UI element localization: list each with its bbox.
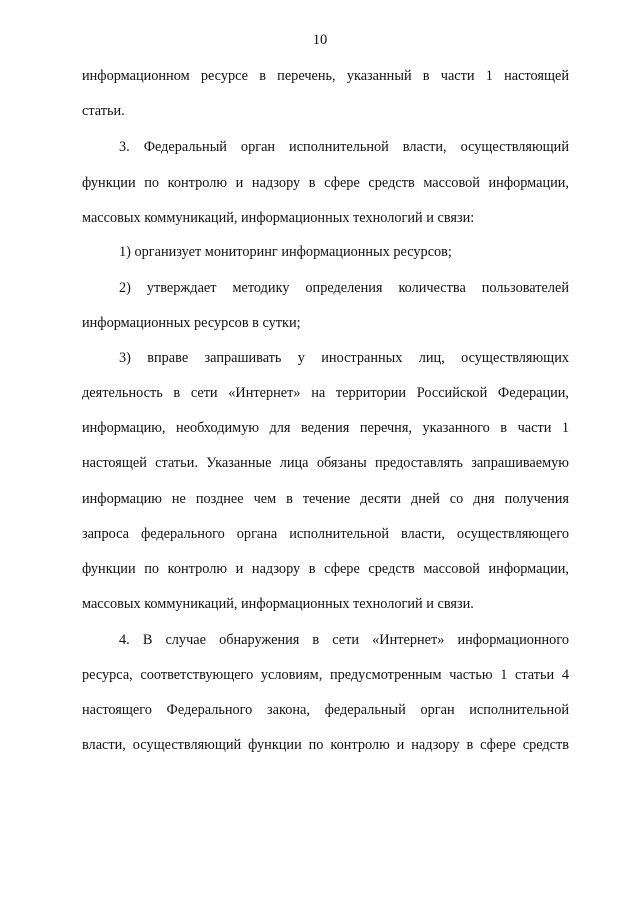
paragraph-3-start: 3. Федеральный орган исполнительной власти, осуществляющий (119, 139, 569, 155)
text-line: деятельность в сети «Интернет» на территории Российской Федерации, (82, 385, 569, 401)
text-line: власти, осуществляющий функции по контролю и надзору в сфере средств (82, 737, 569, 753)
text-line: информационном ресурсе в перечень, указанный в части 1 настоящей (82, 68, 569, 84)
text-line: массовых коммуникаций, информационных технологий и связи: (82, 210, 475, 226)
text-line: настоящей статьи. Указанные лица обязаны предоставлять запрашиваемую (82, 455, 569, 471)
text-line: настоящего Федерального закона, федеральный орган исполнительной (82, 702, 569, 718)
text-line: функции по контролю и надзору в сфере средств массовой информации, (82, 175, 569, 191)
text-line: информацию, необходимую для ведения перечня, указанного в части 1 (82, 420, 569, 436)
list-item-3-start: 3) вправе запрашивать у иностранных лиц, осуществляющих (119, 350, 569, 366)
text-line: ресурса, соответствующего условиям, предусмотренным частью 1 статьи 4 (82, 667, 569, 683)
text-line: массовых коммуникаций, информационных технологий и связи. (82, 596, 474, 612)
text-line: статьи. (82, 103, 125, 119)
page-number: 10 (312, 32, 328, 48)
text-line: информацию не позднее чем в течение десяти дней со дня получения (82, 491, 569, 507)
text-line: запроса федерального органа исполнительной власти, осуществляющего (82, 526, 569, 542)
list-item-2-start: 2) утверждает методику определения количества пользователей (119, 280, 569, 296)
text-line: информационных ресурсов в сутки; (82, 315, 301, 331)
text-line: функции по контролю и надзору в сфере средств массовой информации, (82, 561, 569, 577)
list-item-1: 1) организует мониторинг информационных ресурсов; (119, 244, 452, 260)
paragraph-4-start: 4. В случае обнаружения в сети «Интернет» информационного (119, 632, 569, 648)
